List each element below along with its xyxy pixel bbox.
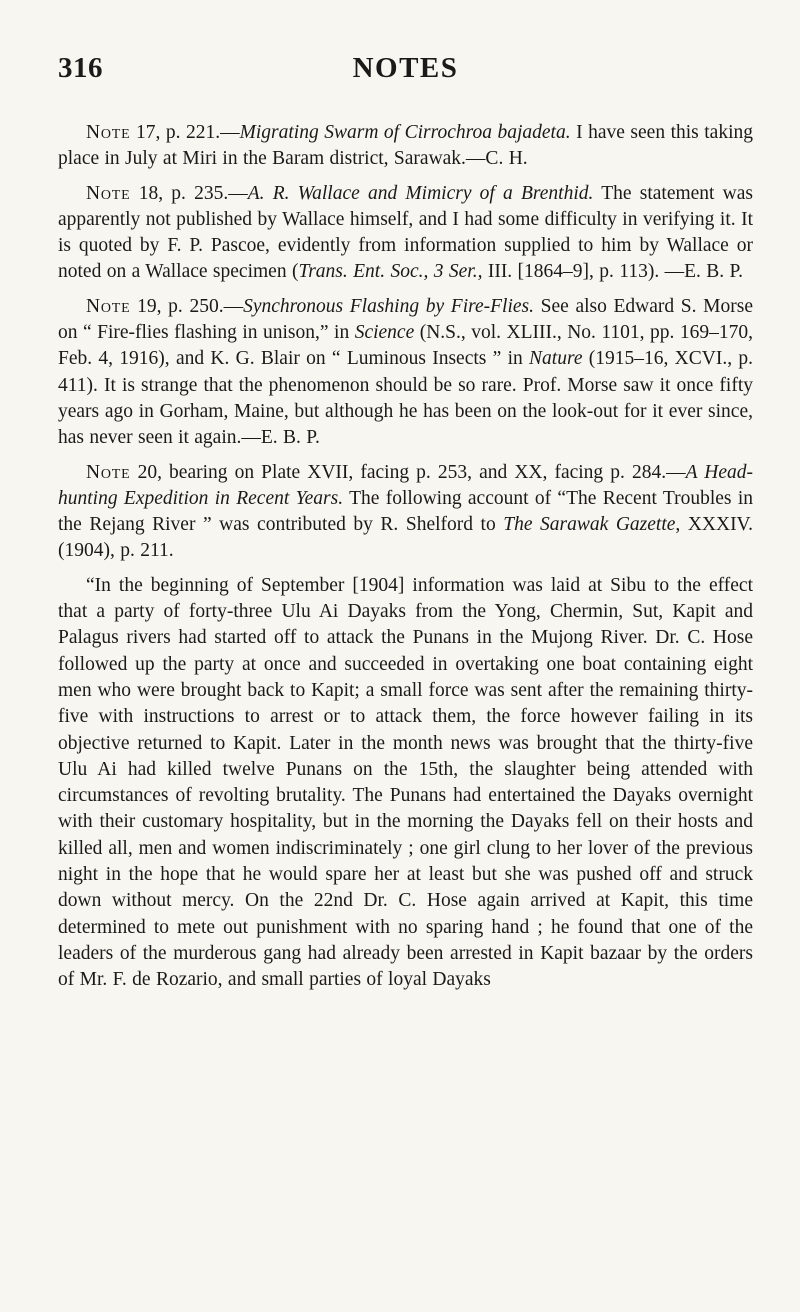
citation-source: Trans. Ent. Soc., 3 Ser.,	[298, 261, 483, 283]
note-ref: 19, p. 250.—	[130, 295, 244, 317]
note-text: I have seen this taking place in July at Miri in the Baram district, Sarawak.—C. H.	[58, 122, 753, 170]
note-title: A. R. Wallace and Mimicry of a Brenthid.	[247, 182, 594, 204]
running-title: NOTES	[352, 52, 459, 84]
note-text-continued: (N.S., vol. XLIII., No. 1101, pp. 169–170, Feb. 4, 1916), and K. G. Blair on “ Luminous Insects ” in	[58, 322, 754, 370]
note-text-continued: (1915–16, XCVI., p. 411). It is strange that the phenomenon should be so rare. Prof. Morse saw it once fifty years ago in Gorham, Maine, but although he has been on the look-out for it ever since, has never seen it again.—E. B. P.	[58, 348, 753, 449]
note-ref: 20, bearing on Plate XVII, facing p. 253, and XX, facing p. 284.—	[130, 461, 686, 483]
note-title: A Head-hunting Expedition in Recent Years.	[58, 461, 753, 509]
note-title: Migrating Swarm of Cirrochroa bajadeta.	[239, 122, 571, 143]
notes-body	[58, 120, 753, 994]
note-ref: 18, p. 235.—	[130, 182, 248, 204]
journal-name: Science	[354, 322, 415, 344]
note-title: Synchronous Flashing by Fire-Flies.	[243, 295, 534, 317]
journal-name: The Sarawak Gazette	[503, 514, 676, 536]
note-text-continued: III. [1864–9], p. 113). —E. B. P.	[482, 261, 744, 283]
book-page	[58, 52, 753, 994]
note-17	[58, 120, 753, 173]
note-label: Note	[86, 295, 131, 317]
note-text: See also Edward S. Morse on “ Fire-flies flashing in unison,” in	[58, 295, 754, 344]
quoted-account: “In the beginning of September [1904] information was laid at Sibu to the effect that a party of forty-three Ulu Ai Dayaks from the Yong, Chermin, Sut, Kapit and Palagus rivers had started off to attack the Punans in the Mujong River. Dr. C. Hose followed up the party at once and succeeded in overtaking one boat containing eight men who were brought back to Kapit; a small force was sent after the remaining thirty-five with instructions to arrest or to attack them, the force however failing in its objective returned to Kapit. Later in the month news was brought that the thirty-five Ulu Ai had killed twelve Punans on the 15th, the slaughter being attended with circumstances of revolting brutality. The Punans had entertained the Dayaks overnight with their customary hospitality, but in the morning the Dayaks fell on their hosts and killed all, men and women indiscriminately ; one girl clung to her lover of the previous night in the hope that he would spare her at least but she was pushed off and struck down without mercy. On the 22nd Dr. C. Hose again arrived at Kapit, this time determined to mete out punishment with no sparing hand ; he found that one of the leaders of the murderous gang had already been arrested in Kapit bazaar by the orders of Mr. F. de Rozario, and small parties of loyal Dayaks	[58, 574, 753, 991]
note-19	[58, 294, 753, 452]
note-label: Note	[86, 461, 131, 483]
note-ref: 17, p. 221.—	[130, 122, 240, 143]
note-18	[58, 181, 753, 286]
journal-name: Nature	[529, 348, 583, 370]
page-number: 316	[58, 52, 103, 84]
note-text: The statement was apparently not published by Wallace himself, and I had some difficulty in verifying it. It is quoted by F. P. Pascoe, evidently from information supplied to him by Wallace or noted on a Wallace specimen (	[58, 182, 753, 283]
note-label: Note	[86, 122, 131, 143]
running-head	[58, 52, 753, 92]
note-text: The following account of “The Recent Troubles in the Rejang River ” was contributed by R. Shelford to	[58, 487, 753, 536]
note-label: Note	[86, 182, 131, 204]
note-text-continued: , XXXIV. (1904), p. 211.	[58, 514, 754, 562]
note-20	[58, 460, 753, 565]
